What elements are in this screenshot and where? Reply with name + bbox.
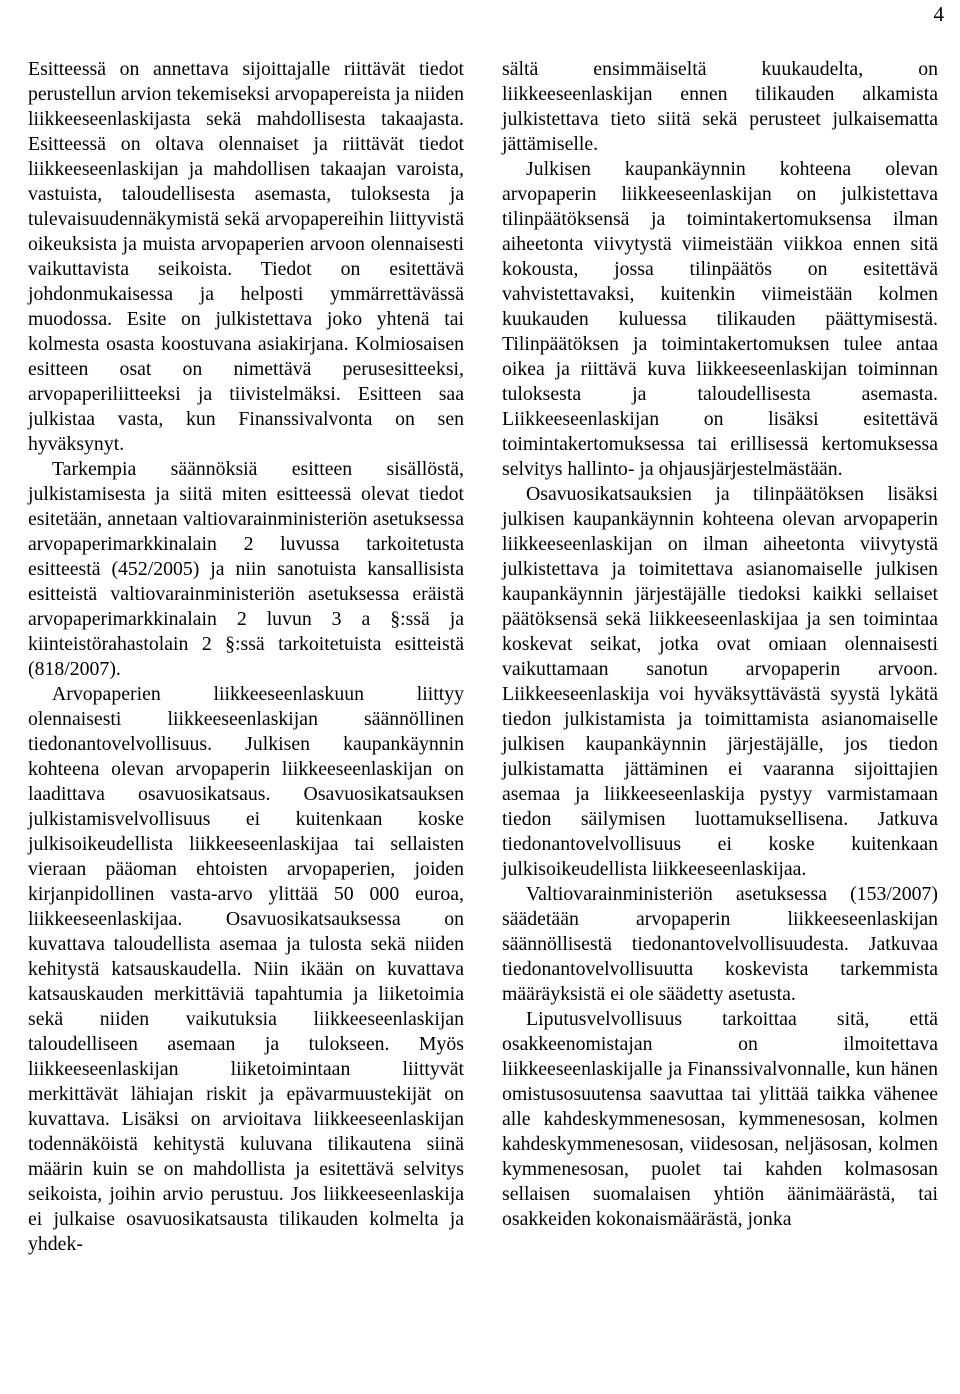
paragraph: Liputusvelvollisuus tarkoittaa sitä, että osakkeenomistajan on ilmoitettava liikkeeseenlaskijalle ja Finanssivalvonnalle, kun hänen omistusosuutensa saavuttaa tai ylittää taikka vähenee alle kahdeskymmenesosan, kymmenesosan, kolmen kahdeskymmenesosan, viidesosan, neljäsosan, kolmen kymmenesosan, puolet tai kahden kolmasosan sellaisen suomalaisen yhtiön äänimäärästä, tai osakkeiden kokonaismäärästä, jonka: [502, 1008, 938, 1230]
paragraph: Esitteessä on annettava sijoittajalle riittävät tiedot perustellun arvion tekemiseksi arvopapereista ja niiden liikkeeseenlaskijasta sekä mahdollisesta takaajasta. Esitteessä on oltava olennaiset ja riittävät tiedot liikkeeseenlaskijan ja mahdollisen takaajan varoista, vastuista, taloudellisesta asemasta, tuloksesta ja tulevaisuudennäkymistä sekä arvopapereihin liittyvistä oikeuksista ja muista arvopaperien arvoon olennaisesti vaikuttavista seikoista. Tiedot on esitettävä johdonmukaisessa ja helposti ymmärrettävässä muodossa. Esite on julkistettava joko yhtenä tai kolmesta osasta koostuvana asiakirjana. Kolmiosaisen esitteen osat on nimettävä perusesitteeksi, arvopaperiliitteeksi ja tiivistelmäksi. Esitteen saa julkistaa vasta, kun Finanssivalvonta on sen hyväksynyt.: [28, 58, 464, 455]
paragraph: sältä ensimmäiseltä kuukaudelta, on liikkeeseenlaskijan ennen tilikauden alkamista julkistettava tieto siitä sekä perusteet julkaisematta jättämiselle.: [502, 58, 938, 155]
right-column: [502, 57, 938, 1232]
left-column: [28, 57, 464, 1257]
paragraph: Osavuosikatsauksien ja tilinpäätöksen lisäksi julkisen kaupankäynnin kohteena olevan arvopaperin liikkeeseenlaskijan on ilman aiheetonta viivytystä julkistettava ja toimitettava asianomaiselle julkisen kaupankäynnin järjestäjälle tiedoksi kaikki sellaiset päätöksensä sekä liikkeeseenlaskijaa ja sen toimintaa koskevat seikat, jotka ovat omiaan olennaisesti vaikuttamaan sanotun arvopaperin arvoon. Liikkeeseenlaskija voi hyväksyttävästä syystä lykätä tiedon julkistamista ja toimittamista asianomaiselle julkisen kaupankäynnin järjestäjälle, jos tiedon julkistamatta jättäminen ei vaaranna sijoittajien asemaa ja liikkeeseenlaskija pystyy varmistamaan tiedon säilymisen luottamuksellisena. Jatkuva tiedonantovelvollisuus ei koske kuitenkaan julkisoikeudellista liikkeeseenlaskijaa.: [502, 483, 938, 880]
paragraph: Tarkempia säännöksiä esitteen sisällöstä, julkistamisesta ja siitä miten esitteessä olevat tiedot esitetään, annetaan valtiovarainministeriön asetuksessa arvopaperimarkkinalain 2 luvussa tarkoitetusta esitteestä (452/2005) ja niin sanotuista kansallisista esitteistä valtiovarainministeriön asetuksessa eräistä arvopaperimarkkinalain 2 luvun 3 a §:ssä ja kiinteistörahastolain 2 §:ssä tarkoitetuista esitteistä (818/2007).: [28, 458, 464, 680]
page-number: 4: [933, 2, 944, 26]
paragraph: Julkisen kaupankäynnin kohteena olevan arvopaperin liikkeeseenlaskijan on julkistettava tilinpäätöksensä ja toimintakertomuksensa ilman aiheetonta viivytystä viimeistään viikkoa ennen sitä kokousta, jossa tilinpäätös on esitettävä vahvistettavaksi, kuitenkin viimeistään kolmen kuukauden kuluessa tilikauden päättymisestä. Tilinpäätöksen ja toimintakertomuksen tulee antaa oikea ja riittävä kuva liikkeeseenlaskijan toiminnan tuloksesta ja taloudellisesta asemasta. Liikkeeseenlaskijan on lisäksi esitettävä toimintakertomuksessa tai erillisessä kertomuksessa selvitys hallinto- ja ohjausjärjestelmästään.: [502, 158, 938, 480]
paragraph: Valtiovarainministeriön asetuksessa (153/2007) säädetään arvopaperin liikkeeseenlaskijan säännöllisestä tiedonantovelvollisuudesta. Jatkuvaa tiedonantovelvollisuutta koskevista tarkemmista määräyksistä ei ole säädetty asetusta.: [502, 883, 938, 1005]
paragraph: Arvopaperien liikkeeseenlaskuun liittyy olennaisesti liikkeeseenlaskijan säännöllinen tiedonantovelvollisuus. Julkisen kaupankäynnin kohteena olevan arvopaperin liikkeeseenlaskijan on laadittava osavuosikatsaus. Osavuosikatsauksen julkistamisvelvollisuus ei kuitenkaan koske julkisoikeudellista liikkeeseenlaskijaa tai sellaisten vieraan pääoman ehtoisten arvopaperien, joiden kirjanpidollinen vasta-arvo ylittää 50 000 euroa, liikkeeseenlaskijaa. Osavuosikatsauksessa on kuvattava taloudellista asemaa ja tulosta sekä niiden kehitystä katsauskaudella. Niin ikään on kuvattava katsauskauden merkittäviä tapahtumia ja liiketoimia sekä niiden vaikutuksia liikkeeseenlaskijan taloudelliseen asemaan ja tulokseen. Myös liikkeeseenlaskijan liiketoimintaan liittyvät merkittävät lähiajan riskit ja epävarmuustekijät on kuvattava. Lisäksi on arvioitava liikkeeseenlaskijan todennäköistä kehitystä kuluvana tilikautena siinä määrin kuin se on mahdollista ja esitettävä selvitys seikoista, joihin arvio perustuu. Jos liikkeeseenlaskija ei julkaise osavuosikatsausta tilikauden kolmelta ja yhdek-: [28, 683, 464, 1255]
